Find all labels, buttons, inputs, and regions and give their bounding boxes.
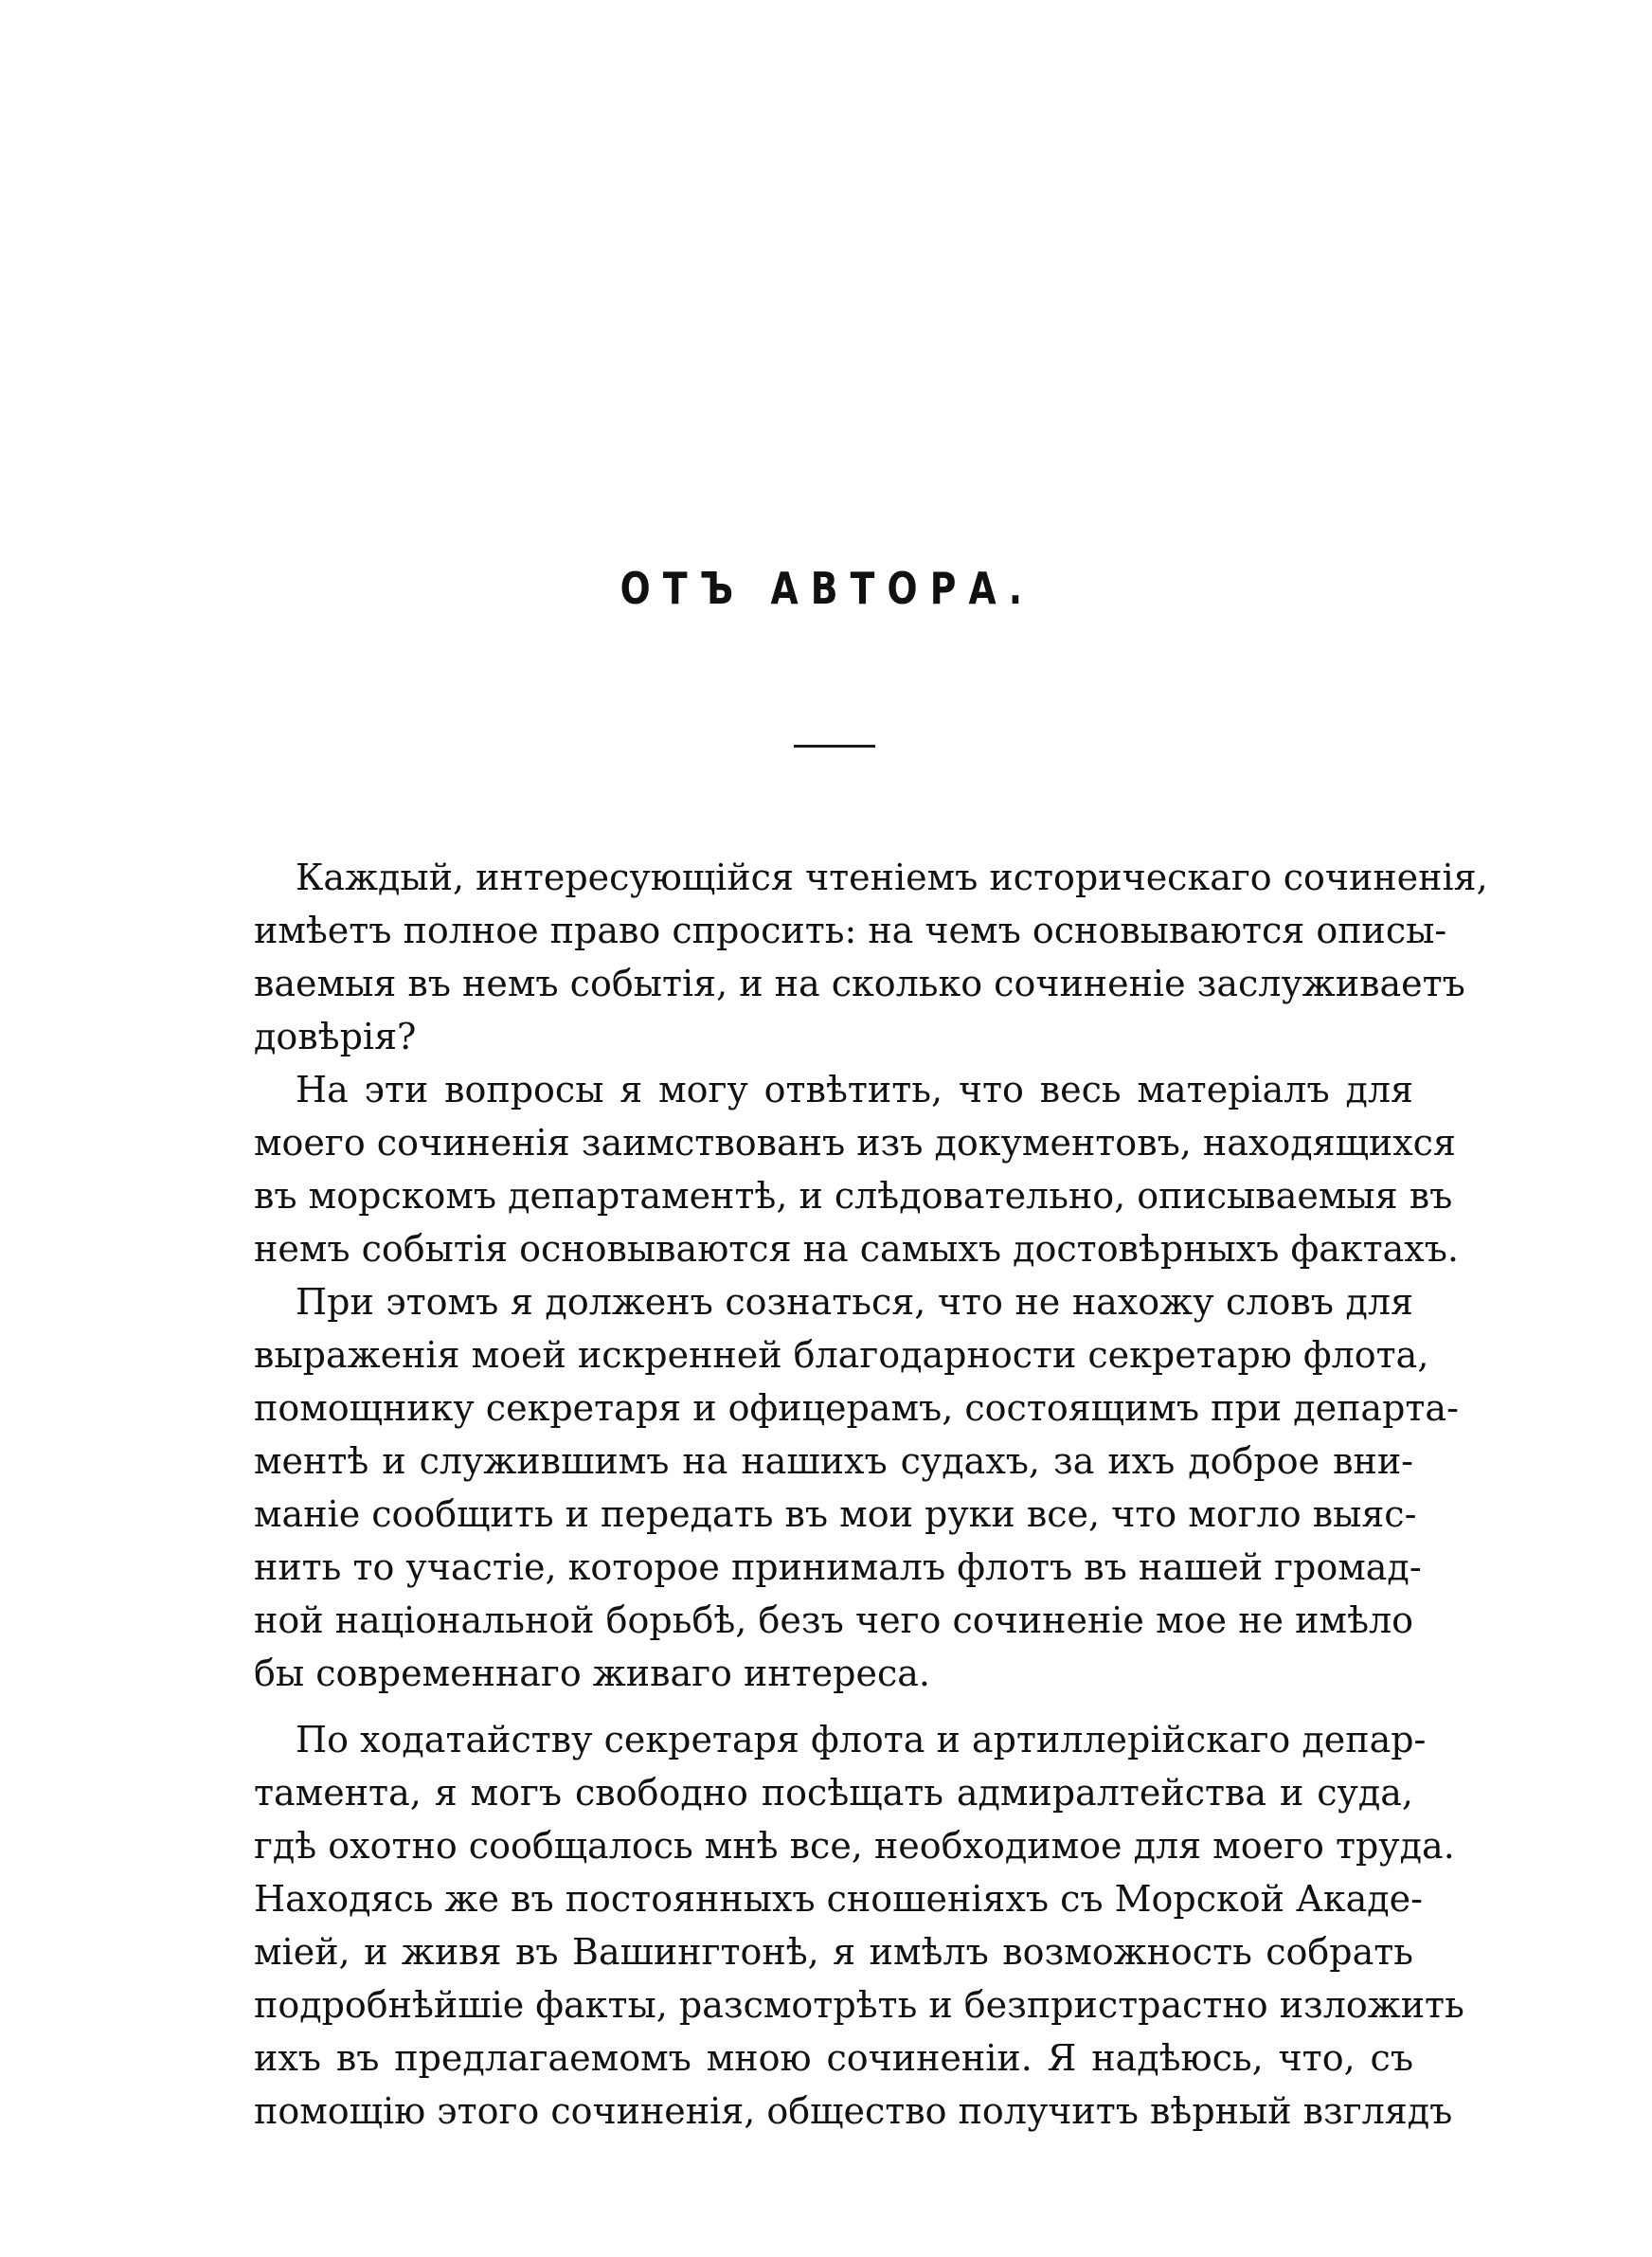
text-line: На эти вопросы я могу отвѣтить, что весь матеріалъ для <box>296 1069 1413 1110</box>
text-line: При этомъ я долженъ сознаться, что не нахожу словъ для <box>296 1281 1413 1323</box>
text-line: тамента, я могъ свободно посѣщать адмиралтейства и суда, <box>254 1772 1413 1814</box>
text-line: выраженія моей искренней благодарности секретарю флота, <box>254 1334 1429 1376</box>
text-line: міей, и живя въ Вашингтонѣ, я имѣлъ возможность собрать <box>254 1931 1413 1973</box>
chapter-heading: ОТЪ АВТОРА. <box>620 563 1035 614</box>
text-line: ваемыя въ немъ событія, и на сколько сочиненіе заслуживаетъ <box>254 963 1465 1004</box>
text-line: маніе сообщить и передать въ мои руки все, что могло выяс- <box>254 1493 1417 1535</box>
body-text <box>254 851 1488 2138</box>
text-line: Находясь же въ постоянныхъ сношеніяхъ съ Морской Акаде- <box>254 1878 1423 1920</box>
heading-divider <box>794 745 875 748</box>
text-line: помощнику секретаря и офицерамъ, состоящимъ при департа- <box>254 1387 1459 1429</box>
text-line: ной національной борьбѣ, безъ чего сочиненіе мое не имѣло <box>254 1599 1413 1641</box>
text-line: подробнѣйшіе факты, разсмотрѣть и безпристрастно изложить <box>254 1984 1464 2026</box>
text-line: довѣрія? <box>254 1016 417 1057</box>
paragraph-gap <box>254 1700 1413 1713</box>
text-line: гдѣ охотно сообщалось мнѣ все, необходимое для моего труда. <box>254 1825 1455 1867</box>
paragraph <box>254 851 1488 1063</box>
text-line: имѣетъ полное право спросить: на чемъ основываются описы- <box>254 910 1447 951</box>
text-line: помощію этого сочиненія, общество получитъ вѣрный взглядъ <box>254 2090 1453 2132</box>
text-line: въ морскомъ департаментѣ, и слѣдовательно, описываемыя въ <box>254 1175 1453 1217</box>
text-line: нить то участіе, которое принималъ флотъ въ нашей громад- <box>254 1546 1422 1588</box>
text-line: немъ событія основываются на самыхъ достовѣрныхъ фактахъ. <box>254 1228 1459 1270</box>
text-line: ихъ въ предлагаемомъ мною сочиненіи. Я надѣюсь, что, съ <box>254 2037 1413 2079</box>
text-line: ментѣ и служившимъ на нашихъ судахъ, за ихъ доброе вни- <box>254 1440 1413 1482</box>
text-line: моего сочиненія заимствованъ изъ документовъ, находящихся <box>254 1122 1456 1164</box>
paragraph <box>254 1713 1464 2138</box>
paragraph <box>254 1063 1459 1275</box>
text-line: Каждый, интересующійся чтеніемъ историческаго сочиненія, <box>296 857 1488 898</box>
paragraph <box>254 1275 1459 1700</box>
text-line: бы современнаго живаго интереса. <box>254 1652 930 1694</box>
text-line: По ходатайству секретаря флота и артиллерійскаго депар- <box>296 1719 1427 1760</box>
